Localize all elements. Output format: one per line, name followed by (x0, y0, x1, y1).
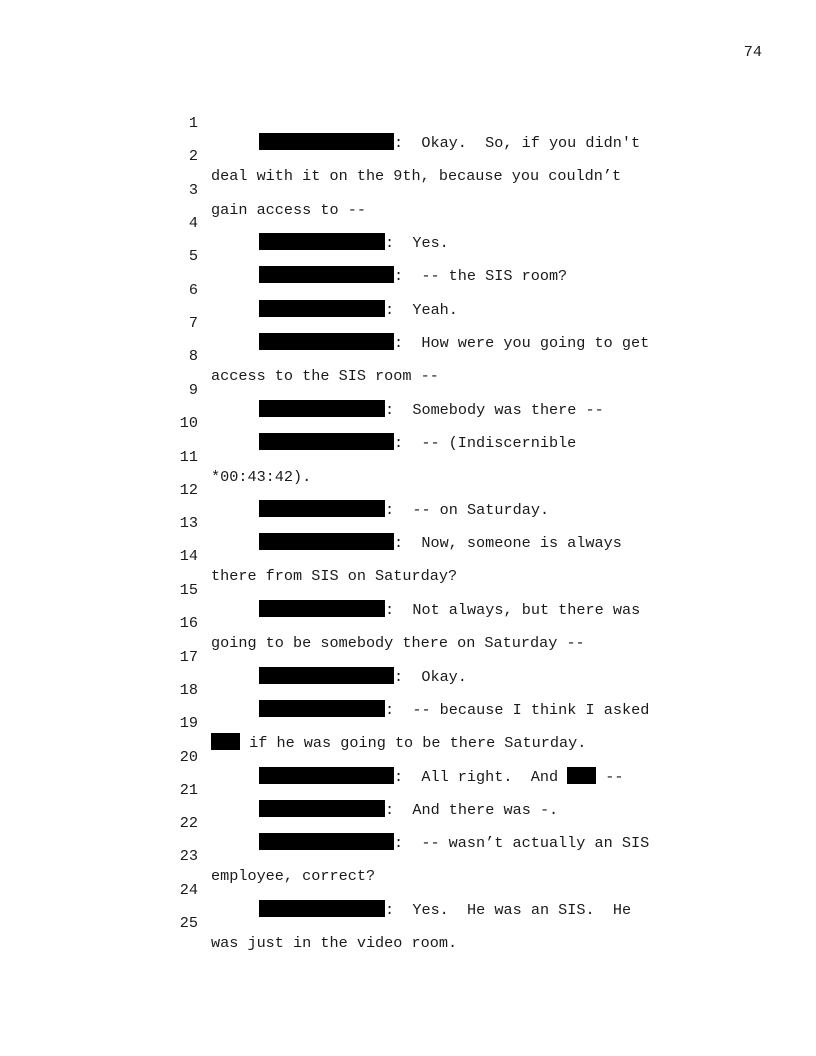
line-text-continued: -- (596, 768, 624, 786)
line-text: : -- (Indiscernible (394, 434, 577, 452)
line-number: 1 (188, 114, 198, 132)
transcript-line (0, 893, 816, 952)
transcript-line (0, 260, 816, 319)
line-text: : -- the SIS room? (394, 267, 568, 285)
transcript-line (0, 793, 816, 852)
line-number: 22 (179, 814, 198, 832)
line-text: deal with it on the 9th, because you couldn’t (211, 167, 622, 185)
transcript-line (0, 693, 816, 752)
transcript-line (0, 493, 816, 552)
line-number: 12 (179, 481, 198, 499)
transcript-line (0, 660, 816, 719)
line-number: 9 (188, 381, 198, 399)
line-text: : Now, someone is always (394, 534, 622, 552)
transcript-line (0, 93, 816, 152)
line-text: : -- on Saturday. (385, 501, 550, 519)
line-text: : Somebody was there -- (385, 401, 604, 419)
line-number: 3 (188, 181, 198, 199)
line-number: 15 (179, 581, 198, 599)
line-text: : All right. And (394, 768, 568, 786)
line-text: gain access to -- (211, 201, 366, 219)
line-number: 20 (179, 748, 198, 766)
line-text: was just in the video room. (211, 934, 458, 952)
line-number: 6 (188, 281, 198, 299)
line-text: : Okay. (394, 668, 467, 686)
line-number: 2 (188, 147, 198, 165)
line-number: 13 (179, 514, 198, 532)
line-text: : Yeah. (385, 301, 458, 319)
transcript-line (0, 826, 816, 885)
transcript-line (0, 226, 816, 285)
line-number: 11 (179, 448, 198, 466)
line-text: *00:43:42). (211, 468, 312, 486)
transcript-line (0, 160, 816, 219)
line-number: 14 (179, 547, 198, 565)
line-text: : -- wasn’t actually an SIS (394, 834, 650, 852)
transcript-line (0, 860, 816, 919)
line-number: 8 (188, 347, 198, 365)
transcript-line (0, 727, 816, 786)
line-text: : Okay. So, if you didn't (394, 134, 641, 152)
line-text: : Yes. (385, 234, 449, 252)
transcript-line (0, 560, 816, 619)
transcript-line (0, 526, 816, 585)
line-number: 16 (179, 614, 198, 632)
line-text: : -- because I think I asked (385, 701, 650, 719)
line-number: 25 (179, 914, 198, 932)
page-number: 74 (743, 43, 762, 61)
line-text: : Not always, but there was (385, 601, 641, 619)
line-number: 21 (179, 781, 198, 799)
line-number: 10 (179, 414, 198, 432)
transcript-line (0, 326, 816, 385)
line-number: 17 (179, 648, 198, 666)
line-number: 4 (188, 214, 198, 232)
transcript-line (0, 427, 816, 486)
line-number: 19 (179, 714, 198, 732)
line-number: 7 (188, 314, 198, 332)
line-text: : And there was -. (385, 801, 559, 819)
line-text: employee, correct? (211, 867, 376, 885)
transcript-line (0, 593, 816, 652)
transcript-line (0, 393, 816, 452)
transcript-line (0, 293, 816, 352)
transcript-line (0, 627, 816, 686)
transcript-line (0, 760, 816, 819)
line-text: : Yes. He was an SIS. He (385, 901, 632, 919)
line-number: 23 (179, 847, 198, 865)
transcript-line (0, 360, 816, 419)
line-number: 18 (179, 681, 198, 699)
transcript-line (0, 460, 816, 519)
line-text: going to be somebody there on Saturday -- (211, 634, 585, 652)
transcript-line (0, 126, 816, 185)
line-text: : How were you going to get (394, 334, 650, 352)
line-number: 5 (188, 247, 198, 265)
line-number: 24 (179, 881, 198, 899)
line-text: access to the SIS room -- (211, 367, 439, 385)
line-text: there from SIS on Saturday? (211, 567, 458, 585)
transcript-line (0, 193, 816, 252)
line-text: if he was going to be there Saturday. (240, 734, 587, 752)
